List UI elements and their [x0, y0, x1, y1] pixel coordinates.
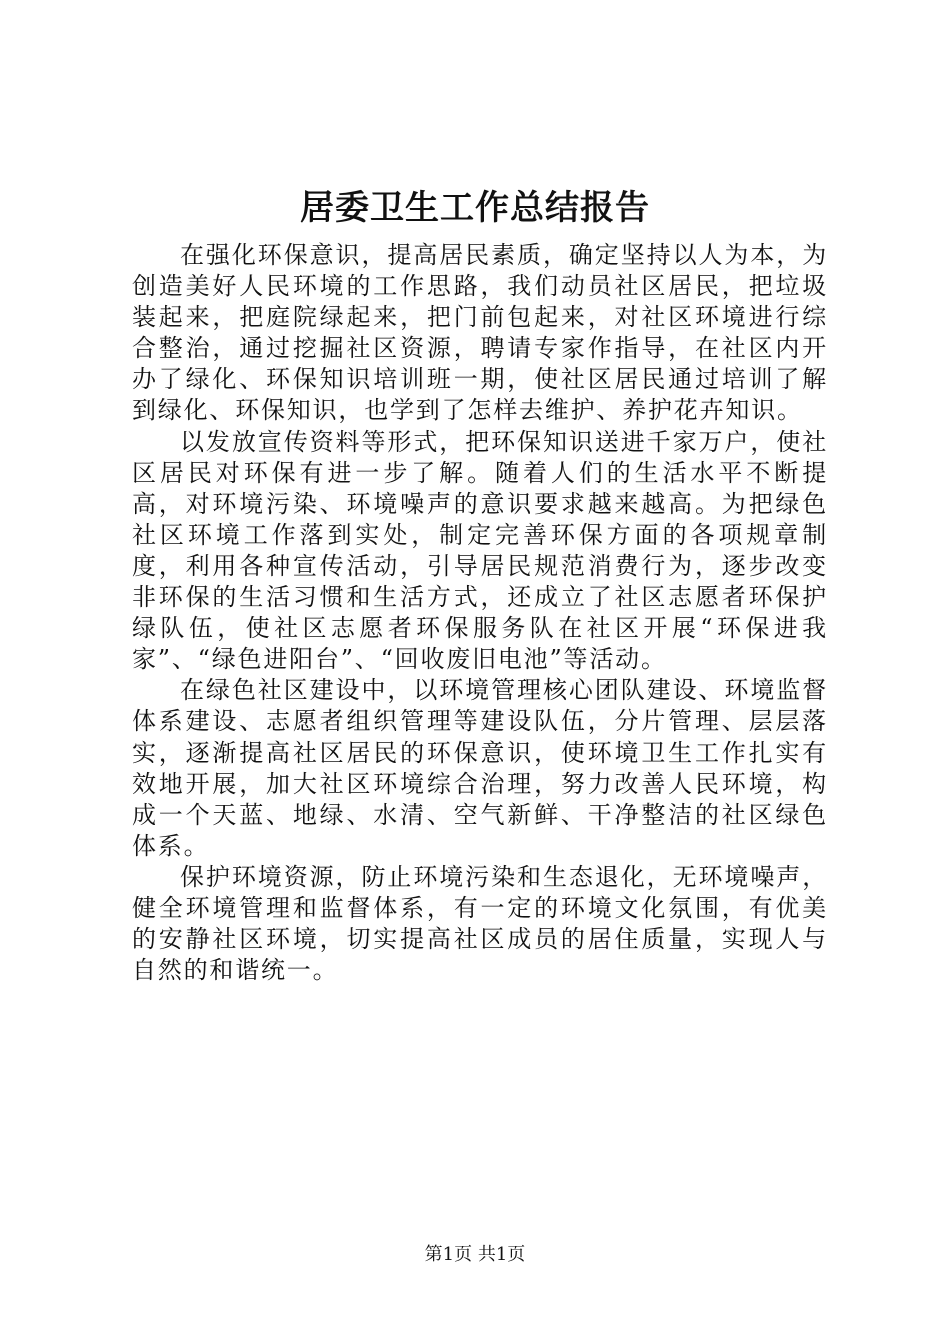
body-paragraph-3: 在绿色社区建设中，以环境管理核心团队建设、环境监督体系建设、志愿者组织管理等建设队伍，分片管理、层层落实，逐渐提高社区居民的环保意识，使环境卫生工作扎实有效地开展，加大社区环境综合治理，努力改善人民环境，构成一个天蓝、地绿、水清、空气新鲜、干净整洁的社区绿色体系。	[132, 676, 828, 860]
body-paragraph-1: 在强化环保意识，提高居民素质，确定坚持以人为本，为创造美好人民环境的工作思路，我们动员社区居民，把垃圾装起来，把庭院绿起来，把门前包起来，对社区环境进行综合整治，通过挖掘社区资源，聘请专家作指导，在社区内开办了绿化、环保知识培训班一期，使社区居民通过培训了解到绿化、环保知识，也学到了怎样去维护、养护花卉知识。	[132, 241, 828, 425]
body-paragraph-4: 保护环境资源，防止环境污染和生态退化，无环境噪声，健全环境管理和监督体系，有一定的环境文化氛围，有优美的安静社区环境，切实提高社区成员的居住质量，实现人与自然的和谐统一。	[132, 862, 828, 985]
document-title: 居委卫生工作总结报告	[300, 188, 650, 228]
document-body	[132, 240, 828, 986]
page-number-footer: 第1页 共1页	[424, 1244, 526, 1265]
body-paragraph-2: 以发放宣传资料等形式，把环保知识送进千家万户，使社区居民对环保有进一步了解。随着人们的生活水平不断提高，对环境污染、环境噪声的意识要求越来越高。为把绿色社区环境工作落到实处，制定完善环保方面的各项规章制度，利用各种宣传活动，引导居民规范消费行为，逐步改变非环保的生活习惯和生活方式，还成立了社区志愿者环保护绿队伍，使社区志愿者环保服务队在社区开展“环保进我家”、“绿色进阳台”、“回收废旧电池”等活动。	[132, 427, 828, 674]
